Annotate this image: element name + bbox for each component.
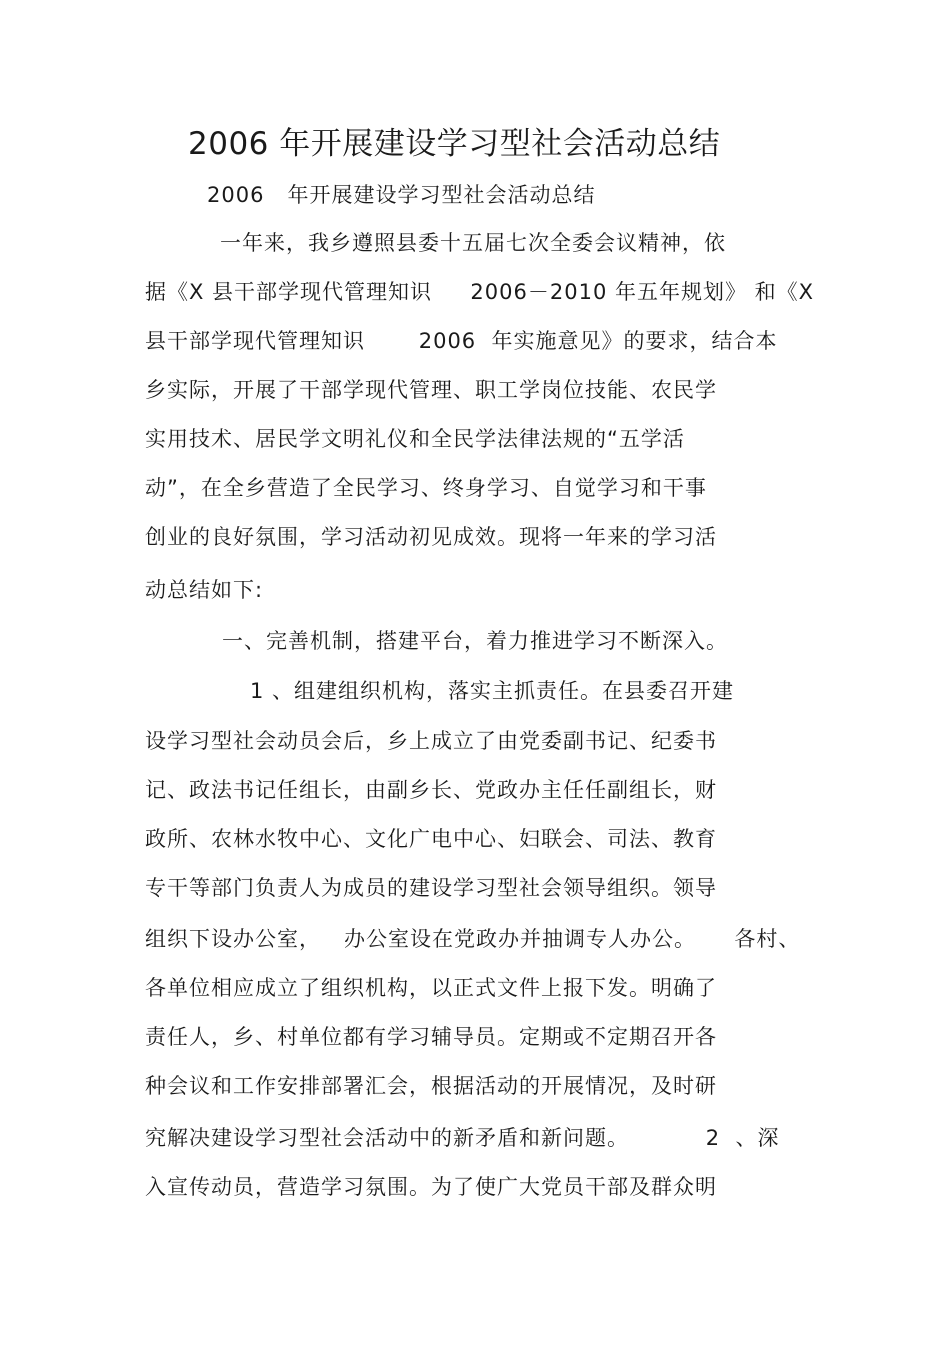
paragraph-line: 种会议和工作安排部署汇会，根据活动的开展情况，及时研 <box>145 1074 717 1098</box>
paragraph-line: 1 、组建组织机构，落实主抓责任。在县委召开建 <box>250 679 735 703</box>
paragraph-line: 责任人，乡、村单位都有学习辅导员。定期或不定期召开各 <box>145 1025 717 1049</box>
paragraph-line: 动总结如下: <box>145 578 264 602</box>
paragraph-line: 创业的良好氛围，学习活动初见成效。现将一年来的学习活 <box>145 525 717 549</box>
paragraph-line: 一年来，我乡遵照县委十五届七次全委会议精神，依 <box>220 231 726 255</box>
paragraph-line: 乡实际，开展了干部学现代管理、职工学岗位技能、农民学 <box>145 378 717 402</box>
paragraph-line: 究解决建设学习型社会活动中的新矛盾和新问题。 2 、深 <box>145 1126 780 1150</box>
paragraph-line: 各单位相应成立了组织机构，以正式文件上报下发。明确了 <box>145 976 717 1000</box>
paragraph-line: 动”，在全乡营造了全民学习、终身学习、自觉学习和干事 <box>145 476 707 500</box>
paragraph-line: 入宣传动员，营造学习氛围。为了使广大党员干部及群众明 <box>145 1175 717 1199</box>
paragraph-line: 实用技术、居民学文明礼仪和全民学法律法规的“五学活 <box>145 427 685 451</box>
subtitle: 2006 年开展建设学习型社会活动总结 <box>207 183 596 207</box>
paragraph-line: 记、政法书记任组长，由副乡长、党政办主任任副组长，财 <box>145 778 717 802</box>
paragraph-line: 组织下设办公室， 办公室设在党政办并抽调专人办公。 各村、 <box>145 927 801 951</box>
paragraph-line: 专干等部门负责人为成员的建设学习型社会领导组织。领导 <box>145 876 717 900</box>
section-heading: 一、完善机制，搭建平台，着力推进学习不断深入。 <box>222 629 728 653</box>
page-title: 2006 年开展建设学习型社会活动总结 <box>188 126 721 162</box>
paragraph-line: 设学习型社会动员会后，乡上成立了由党委副书记、纪委书 <box>145 729 717 753</box>
paragraph-line: 据《X 县干部学现代管理知识 2006－2010 年五年规划》 和《X <box>145 280 815 304</box>
paragraph-line: 县干部学现代管理知识 2006 年实施意见》的要求，结合本 <box>145 329 778 353</box>
paragraph-line: 政所、农林水牧中心、文化广电中心、妇联会、司法、教育 <box>145 827 717 851</box>
